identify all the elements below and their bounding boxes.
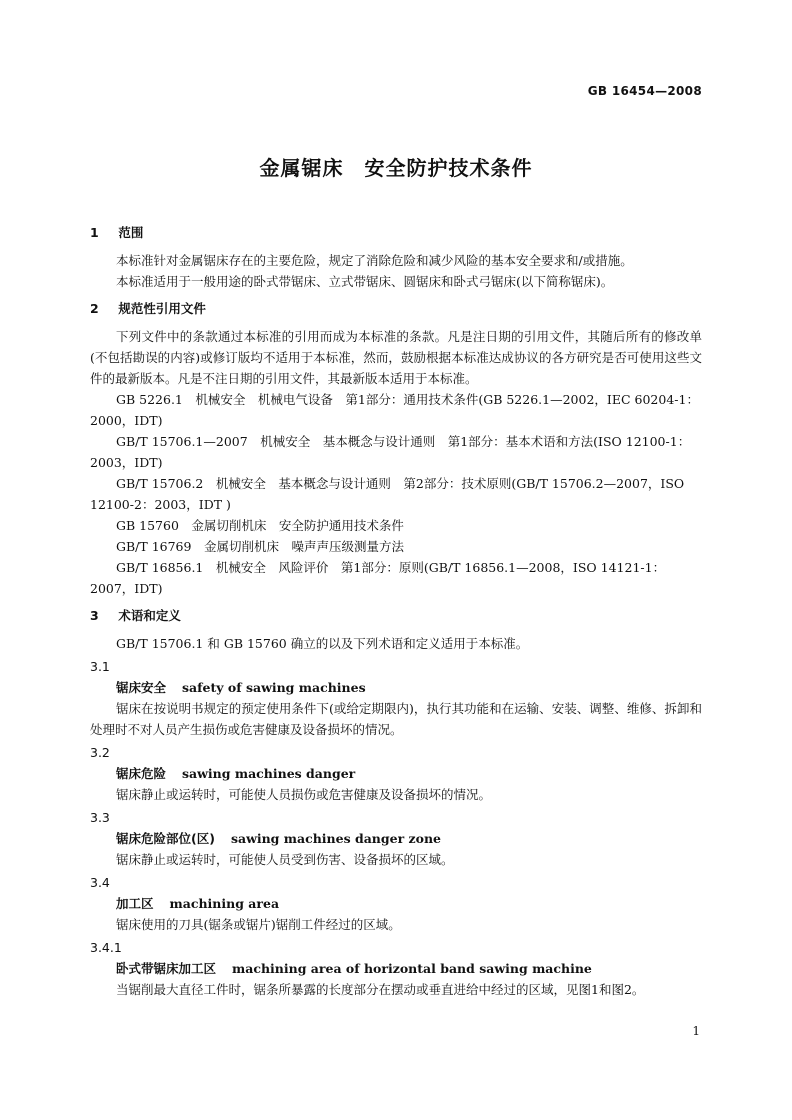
term-name-en: safety of sawing machines bbox=[182, 680, 366, 695]
section-title: 规范性引用文件 bbox=[118, 301, 206, 316]
term-name bbox=[90, 893, 702, 914]
document-title: 金属锯床 安全防护技术条件 bbox=[259, 156, 533, 180]
reference-item: GB/T 15706.1—2007 机械安全 基本概念与设计通则 第1部分：基本术语和方法(ISO 12100-1：2003，IDT) bbox=[90, 434, 691, 470]
section-number: 2 bbox=[90, 301, 99, 316]
terms-intro: GB/T 15706.1 和 GB 15760 确立的以及下列术语和定义适用于本标准。 bbox=[116, 636, 529, 651]
term-name-zh: 锯床安全 bbox=[116, 680, 167, 695]
term-name bbox=[90, 828, 702, 849]
term-entry bbox=[90, 807, 702, 870]
term-name-zh: 卧式带锯床加工区 bbox=[116, 961, 217, 976]
section-title: 术语和定义 bbox=[118, 608, 181, 623]
term-definition: 锯床使用的刀具(锯条或锯片)锯削工件经过的区域。 bbox=[116, 917, 401, 932]
term-name-zh: 锯床危险部位(区) bbox=[116, 831, 215, 846]
document-code: GB 16454—2008 bbox=[587, 84, 702, 98]
section-title: 范围 bbox=[118, 225, 144, 240]
term-name-en: sawing machines danger bbox=[182, 766, 356, 781]
term-number: 3.4 bbox=[90, 875, 110, 890]
document-body bbox=[90, 220, 702, 1000]
term-name bbox=[90, 677, 702, 698]
reference-item: GB 5226.1 机械安全 机械电气设备 第1部分：通用技术条件(GB 5226.1—2002，IEC 60204-1：2000，IDT) bbox=[90, 392, 699, 428]
term-number: 3.4.1 bbox=[90, 940, 122, 955]
reference-item: GB/T 16769 金属切削机床 噪声声压级测量方法 bbox=[116, 539, 404, 554]
term-definition: 锯床静止或运转时，可能使人员损伤或危害健康及设备损坏的情况。 bbox=[116, 787, 492, 802]
term-entry bbox=[90, 742, 702, 805]
term-definition: 当锯削最大直径工件时，锯条所暴露的长度部分在摆动或垂直进给中经过的区域，见图1和图2。 bbox=[116, 982, 645, 997]
section-2-heading bbox=[90, 298, 702, 320]
term-name-zh: 锯床危险 bbox=[116, 766, 167, 781]
reference-item: GB 15760 金属切削机床 安全防护通用技术条件 bbox=[116, 518, 404, 533]
term-name-zh: 加工区 bbox=[116, 896, 154, 911]
term-entry bbox=[90, 872, 702, 935]
scope-paragraph-2: 本标准适用于一般用途的卧式带锯床、立式带锯床、圆锯床和卧式弓锯床(以下简称锯床)。 bbox=[116, 274, 614, 289]
section-3-heading bbox=[90, 605, 702, 627]
term-definition: 锯床在按说明书规定的预定使用条件下(或给定期限内)，执行其功能和在运输、安装、调整、维修、拆卸和处理时不对人员产生损伤或危害健康及设备损坏的情况。 bbox=[90, 701, 702, 737]
term-definition: 锯床静止或运转时，可能使人员受到伤害、设备损坏的区域。 bbox=[116, 852, 454, 867]
term-name bbox=[90, 958, 702, 979]
term-name-en: machining area of horizontal band sawing machine bbox=[232, 961, 592, 976]
term-number: 3.1 bbox=[90, 659, 110, 674]
term-entry bbox=[90, 656, 702, 740]
references-intro: 下列文件中的条款通过本标准的引用而成为本标准的条款。凡是注日期的引用文件，其随后所有的修改单(不包括勘误的内容)或修订版均不适用于本标准，然而，鼓励根据本标准达成协议的各方研究是否可使用这些文件的最新版本。凡是不注日期的引用文件，其最新版本适用于本标准。 bbox=[90, 329, 702, 386]
term-name-en: sawing machines danger zone bbox=[230, 831, 442, 846]
reference-item: GB/T 15706.2 机械安全 基本概念与设计通则 第2部分：技术原则(GB/T 15706.2—2007，ISO 12100-2：2003，IDT ) bbox=[90, 476, 689, 512]
page-number: 1 bbox=[692, 1024, 700, 1038]
section-number: 3 bbox=[90, 608, 99, 623]
term-number: 3.3 bbox=[90, 810, 110, 825]
scope-paragraph-1: 本标准针对金属锯床存在的主要危险，规定了消除危险和减少风险的基本安全要求和/或措施。 bbox=[116, 253, 633, 268]
section-1-heading bbox=[90, 222, 702, 244]
term-number: 3.2 bbox=[90, 745, 110, 760]
term-entry bbox=[90, 937, 702, 1000]
term-name bbox=[90, 763, 702, 784]
section-number: 1 bbox=[90, 225, 99, 240]
term-name-en: machining area bbox=[169, 896, 280, 911]
reference-item: GB/T 16856.1 机械安全 风险评价 第1部分：原则(GB/T 16856.1—2008，ISO 14121-1：2007，IDT) bbox=[90, 560, 666, 596]
